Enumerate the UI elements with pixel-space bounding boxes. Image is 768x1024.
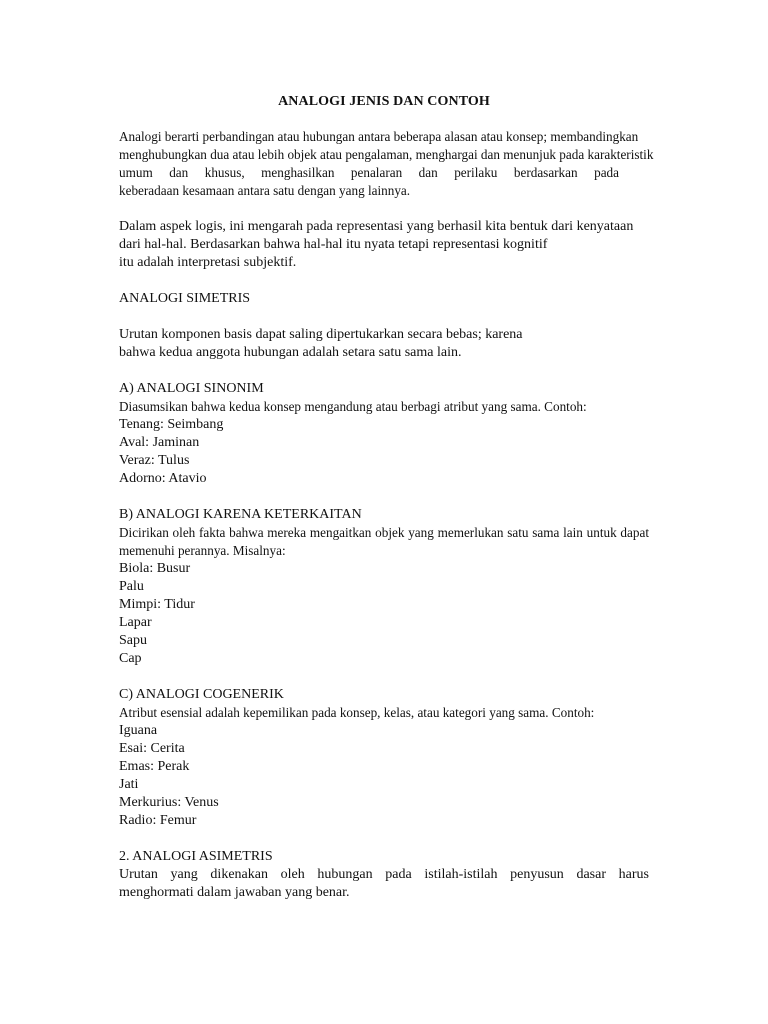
intro-line: Analogi berarti perbandingan atau hubungan antara beberapa alasan atau konsep; membandingkan	[119, 129, 639, 144]
simetris-line: bahwa kedua anggota hubungan adalah setara satu sama lain.	[119, 345, 462, 360]
keterkaitan-line: Dicirikan oleh fakta bahwa mereka mengaitkan objek yang memerlukan satu sama lain untuk dapat	[119, 525, 649, 540]
keterkaitan-examples	[119, 560, 649, 668]
list-item: Merkurius: Venus	[119, 795, 219, 810]
cogenerik-examples	[119, 722, 649, 830]
list-item: Emas: Perak	[119, 759, 190, 774]
intro-line: keberadaan kesamaan antara satu dengan yang lainnya.	[119, 183, 411, 198]
document-title: ANALOGI JENIS DAN CONTOH	[278, 94, 490, 109]
list-item: Iguana	[119, 723, 158, 738]
section-heading-cogenerik: C) ANALOGI COGENERIK	[119, 687, 284, 702]
cogenerik-description: Atribut esensial adalah kepemilikan pada konsep, kelas, atau kategori yang sama. Contoh:	[119, 705, 595, 720]
intro-paragraph	[119, 128, 654, 200]
intro-line: umum dan khusus, menghasilkan penalaran dan perilaku berdasarkan pada	[119, 165, 619, 180]
list-item: Sapu	[119, 633, 147, 648]
list-item: Mimpi: Tidur	[119, 597, 195, 612]
section-heading-keterkaitan: B) ANALOGI KARENA KETERKAITAN	[119, 507, 362, 522]
simetris-description	[119, 326, 649, 362]
section-heading-simetris: ANALOGI SIMETRIS	[119, 291, 251, 306]
simetris-line: Urutan komponen basis dapat saling dipertukarkan secara bebas; karena	[119, 327, 523, 342]
list-item: Jati	[119, 777, 139, 792]
asimetris-description	[119, 866, 649, 902]
list-item: Lapar	[119, 615, 152, 630]
document-body	[119, 92, 654, 902]
sinonim-examples	[119, 416, 649, 488]
list-item: Palu	[119, 579, 144, 594]
intro-line: menghubungkan dua atau lebih objek atau pengalaman, menghargai dan menunjuk pada karakteristik	[119, 147, 654, 162]
logic-line: Dalam aspek logis, ini mengarah pada representasi yang berhasil kita bentuk dari kenyataan	[119, 219, 634, 234]
section-heading-sinonim: A) ANALOGI SINONIM	[119, 381, 264, 396]
list-item: Radio: Femur	[119, 813, 197, 828]
logic-paragraph	[119, 218, 649, 272]
list-item: Cap	[119, 651, 142, 666]
logic-line: dari hal-hal. Berdasarkan bahwa hal-hal itu nyata tetapi representasi kognitif	[119, 237, 548, 252]
section-heading-asimetris: 2. ANALOGI ASIMETRIS	[119, 849, 273, 864]
list-item: Biola: Busur	[119, 561, 191, 576]
keterkaitan-description	[119, 524, 649, 560]
sinonim-description: Diasumsikan bahwa kedua konsep mengandung atau berbagi atribut yang sama. Contoh:	[119, 399, 587, 414]
list-item: Esai: Cerita	[119, 741, 185, 756]
asimetris-line: Urutan yang dikenakan oleh hubungan pada istilah-istilah penyusun dasar harus	[119, 867, 649, 882]
asimetris-line: menghormati dalam jawaban yang benar.	[119, 885, 350, 900]
keterkaitan-line: memenuhi perannya. Misalnya:	[119, 543, 286, 558]
list-item: Veraz: Tulus	[119, 453, 190, 468]
list-item: Adorno: Atavio	[119, 471, 207, 486]
logic-line: itu adalah interpretasi subjektif.	[119, 255, 297, 270]
list-item: Aval: Jaminan	[119, 435, 200, 450]
list-item: Tenang: Seimbang	[119, 417, 224, 432]
